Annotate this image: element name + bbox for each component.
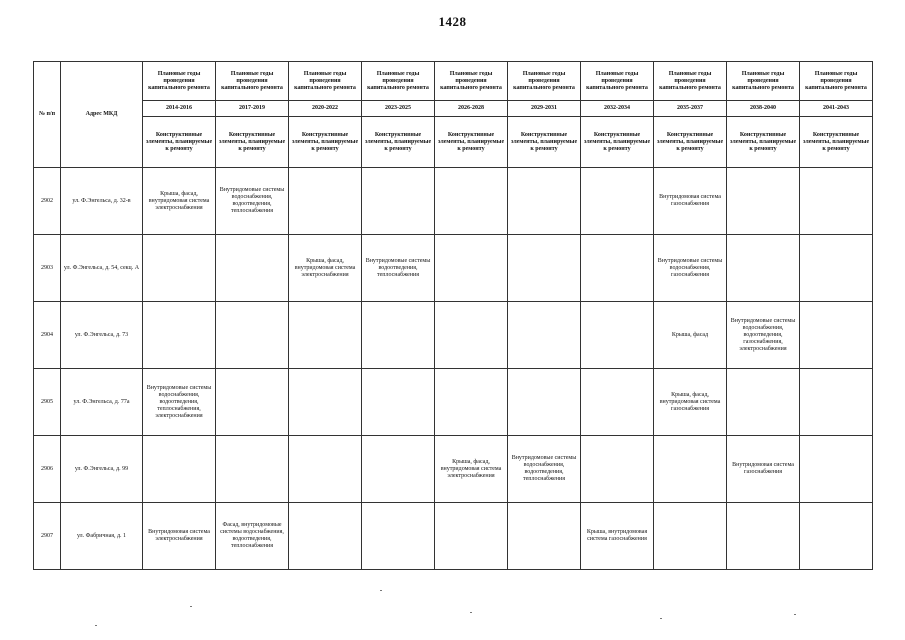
repair-cell: [289, 168, 362, 235]
elements-header: Конструктивные элементы, планируемые к ремонту: [727, 117, 800, 168]
planned-years-header: Плановые годы проведения капитального ремонта: [800, 62, 873, 101]
repair-cell: Внутридомовые системы водоснабжения, водоотведения, теплоснабжения: [508, 436, 581, 503]
repair-cell: Внутридомовые системы водоотведения, теплоснабжения: [362, 235, 435, 302]
repair-cell: [800, 235, 873, 302]
row-address: ул. Ф.Энгельса, д. 99: [61, 436, 143, 503]
repair-cell: [727, 168, 800, 235]
row-address: ул. Ф.Энгельса, д. 77а: [61, 369, 143, 436]
planned-years-header: Плановые годы проведения капитального ремонта: [508, 62, 581, 101]
planned-years-header: Плановые годы проведения капитального ремонта: [727, 62, 800, 101]
row-number: 2903: [34, 235, 61, 302]
repair-cell: [362, 369, 435, 436]
table-row: [34, 369, 873, 436]
row-number: 2906: [34, 436, 61, 503]
period-header: 2035-2037: [654, 101, 727, 117]
repair-cell: [143, 436, 216, 503]
repair-cell: [216, 436, 289, 503]
repair-cell: Крыша, внутридомовая система газоснабжения: [581, 503, 654, 570]
row-address: ул. Фабричная, д. 1: [61, 503, 143, 570]
repair-cell: [800, 503, 873, 570]
period-header: 2014-2016: [143, 101, 216, 117]
row-address: ул. Ф.Энгельса, д. 73: [61, 302, 143, 369]
row-address: ул. Ф.Энгельса, д. 54, секц. А: [61, 235, 143, 302]
period-header: 2038-2040: [727, 101, 800, 117]
repair-cell: [435, 302, 508, 369]
planned-years-header: Плановые годы проведения капитального ремонта: [581, 62, 654, 101]
elements-header: Конструктивные элементы, планируемые к ремонту: [435, 117, 508, 168]
repair-cell: [216, 235, 289, 302]
repair-cell: [362, 168, 435, 235]
header-row-planned: [34, 62, 873, 101]
repair-cell: [289, 302, 362, 369]
planned-years-header: Плановые годы проведения капитального ремонта: [435, 62, 508, 101]
repair-cell: [654, 503, 727, 570]
table-header: [34, 62, 873, 168]
planned-years-header: Плановые годы проведения капитального ремонта: [289, 62, 362, 101]
elements-header: Конструктивные элементы, планируемые к ремонту: [508, 117, 581, 168]
planned-years-header: Плановые годы проведения капитального ремонта: [216, 62, 289, 101]
planned-years-header: Плановые годы проведения капитального ремонта: [143, 62, 216, 101]
header-row-periods: [34, 101, 873, 117]
table-row: [34, 168, 873, 235]
period-header: 2023-2025: [362, 101, 435, 117]
repair-cell: [289, 503, 362, 570]
repair-cell: [581, 168, 654, 235]
repair-cell: [508, 168, 581, 235]
scan-speck: [380, 590, 382, 591]
repair-cell: [508, 369, 581, 436]
table-row: [34, 235, 873, 302]
row-number: 2904: [34, 302, 61, 369]
repair-cell: Внутридомовые системы водоснабжения, водоотведения, теплоснабжения, электроснабжения: [143, 369, 216, 436]
repair-cell: [654, 436, 727, 503]
table-body: [34, 168, 873, 570]
repair-cell: [289, 369, 362, 436]
period-header: 2041-2043: [800, 101, 873, 117]
repair-cell: [508, 302, 581, 369]
scan-speck: [660, 618, 662, 619]
repair-cell: [362, 302, 435, 369]
table-row: [34, 503, 873, 570]
period-header: 2020-2022: [289, 101, 362, 117]
repair-cell: [800, 168, 873, 235]
repair-cell: [727, 235, 800, 302]
capital-repair-schedule-table: [33, 61, 873, 570]
repair-cell: [362, 503, 435, 570]
repair-cell: [727, 503, 800, 570]
repair-cell: Внутридомовая система электроснабжения: [143, 503, 216, 570]
row-number: 2902: [34, 168, 61, 235]
repair-cell: Внутридомовая система газоснабжения: [727, 436, 800, 503]
repair-cell: [143, 235, 216, 302]
period-header: 2032-2034: [581, 101, 654, 117]
period-header: 2026-2028: [435, 101, 508, 117]
repair-cell: [435, 369, 508, 436]
scan-speck: [470, 612, 472, 613]
elements-header: Конструктивные элементы, планируемые к ремонту: [362, 117, 435, 168]
row-number: 2907: [34, 503, 61, 570]
repair-cell: Крыша, фасад: [654, 302, 727, 369]
repair-cell: [435, 235, 508, 302]
scan-speck: [190, 606, 192, 607]
planned-years-header: Плановые годы проведения капитального ремонта: [362, 62, 435, 101]
elements-header: Конструктивные элементы, планируемые к ремонту: [800, 117, 873, 168]
scan-speck: [794, 614, 796, 615]
elements-header: Конструктивные элементы, планируемые к ремонту: [216, 117, 289, 168]
repair-cell: Фасад, внутридомовые системы водоснабжения, водоотведения, теплоснабжения: [216, 503, 289, 570]
repair-cell: [581, 436, 654, 503]
table-row: [34, 436, 873, 503]
repair-cell: [143, 302, 216, 369]
repair-cell: [216, 369, 289, 436]
repair-cell: [362, 436, 435, 503]
row-address: ул. Ф.Энгельса, д. 32-в: [61, 168, 143, 235]
repair-cell: [581, 302, 654, 369]
repair-cell: Внутридомовые системы водоснабжения, газоснабжения: [654, 235, 727, 302]
row-number: 2905: [34, 369, 61, 436]
repair-cell: [435, 168, 508, 235]
repair-cell: Крыша, фасад, внутридомовая система электроснабжения: [289, 235, 362, 302]
elements-header: Конструктивные элементы, планируемые к ремонту: [143, 117, 216, 168]
period-header: 2017-2019: [216, 101, 289, 117]
repair-cell: [216, 302, 289, 369]
repair-cell: [581, 235, 654, 302]
page-number: 1428: [438, 14, 467, 29]
repair-cell: Внутридомовые системы водоснабжения, водоотведения, теплоснабжения: [216, 168, 289, 235]
scan-speck: [95, 625, 97, 626]
header-row-elements: [34, 117, 873, 168]
repair-cell: Внутридомовая система газоснабжения: [654, 168, 727, 235]
repair-cell: Крыша, фасад, внутридомовая система электроснабжения: [143, 168, 216, 235]
period-header: 2029-2031: [508, 101, 581, 117]
table-row: [34, 302, 873, 369]
repair-cell: [800, 369, 873, 436]
repair-cell: [800, 436, 873, 503]
repair-cell: [581, 369, 654, 436]
num-column-header: № п/п: [34, 62, 61, 168]
repair-cell: [508, 235, 581, 302]
elements-header: Конструктивные элементы, планируемые к ремонту: [581, 117, 654, 168]
repair-cell: [727, 369, 800, 436]
repair-cell: Внутридомовые системы водоснабжения, водоотведения, газоснабжения, электроснабжения: [727, 302, 800, 369]
repair-cell: [435, 503, 508, 570]
repair-cell: [289, 436, 362, 503]
repair-cell: [508, 503, 581, 570]
repair-cell: Крыша, фасад, внутридомовая система газоснабжения: [654, 369, 727, 436]
elements-header: Конструктивные элементы, планируемые к ремонту: [289, 117, 362, 168]
repair-cell: [800, 302, 873, 369]
planned-years-header: Плановые годы проведения капитального ремонта: [654, 62, 727, 101]
elements-header: Конструктивные элементы, планируемые к ремонту: [654, 117, 727, 168]
repair-cell: Крыша, фасад, внутридомовая система электроснабжения: [435, 436, 508, 503]
address-column-header: Адрес МКД: [61, 62, 143, 168]
